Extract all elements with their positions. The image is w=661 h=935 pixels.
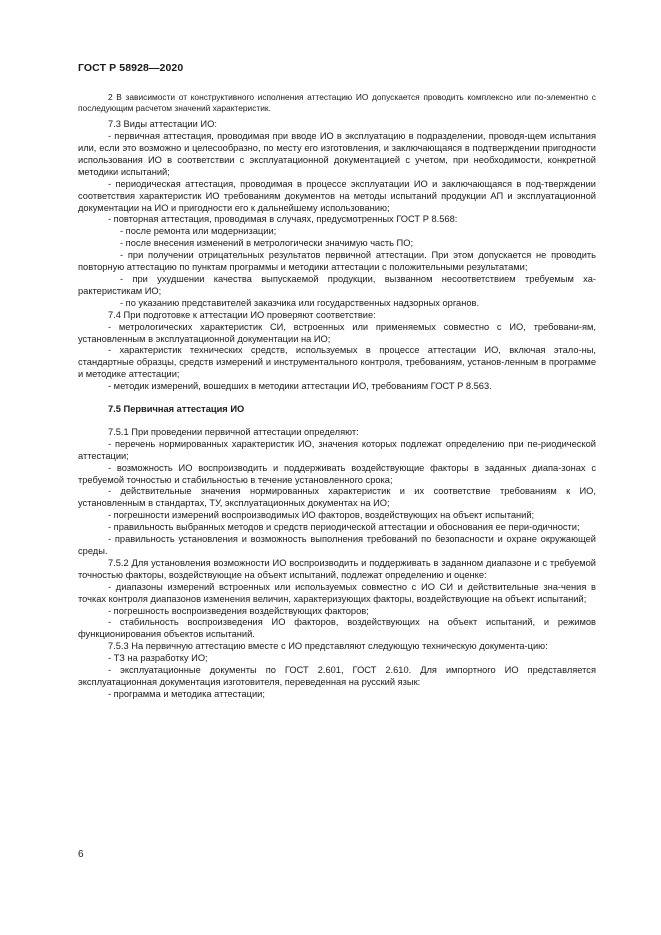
list-item: - перечень нормированных характеристик ИО, значения которых подлежат определению при пе-риодической аттестации; [78, 438, 596, 461]
list-item: - правильность установления и возможность выполнения требований по безопасности и охране окружающей среды. [78, 534, 596, 556]
section-7-4-title: 7.4 При подготовке к аттестации ИО проверяют соответствие: [108, 309, 376, 320]
sub-list-item: - по указанию представителей заказчика или государственных надзорных органов. [120, 297, 480, 308]
document-body [78, 92, 596, 701]
list-item: - погрешности измерений воспроизводимых ИО факторов, воздействующих на объект испытаний; [108, 510, 535, 521]
list-item: - методик измерений, вошедших в методики аттестации ИО, требованиям ГОСТ Р 8.563. [108, 381, 492, 392]
section-7-3-title: 7.3 Виды аттестации ИО: [108, 119, 217, 130]
list-item: - первичная аттестация, проводимая при вводе ИО в эксплуатацию в подразделении, проводя-щем испытания или, если это возможно и целесообразно, по месту его изготовления, и заключающаяся в подтверждении пригодности использования ИО в соответствии с эксплуатационной документацией с учетом, при необходимости, конкретной методики испытаний; [78, 131, 596, 177]
document-header: ГОСТ Р 58928—2020 [78, 62, 184, 74]
list-item: - возможность ИО воспроизводить и поддерживать воздействующие факторы в заданных диапа-зонах с требуемой точностью и стабильностью в течение установленного срока; [78, 462, 596, 485]
section-7-5-heading: 7.5 Первичная аттестация ИО [108, 404, 245, 415]
list-item: - ТЗ на разработку ИО; [108, 653, 208, 664]
sub-list-item: - при получении отрицательных результатов первичной аттестации. При этом допускается не проводить повторную аттестацию по пунктам программы и методики аттестации с положительными результатами; [78, 250, 596, 273]
page-number: 6 [78, 849, 84, 860]
sub-list-item: - после ремонта или модернизации; [120, 226, 277, 237]
sub-list-item: - после внесения изменений в метрологически значимую часть ПО; [120, 238, 414, 249]
list-item: - диапазоны измерений встроенных или используемых совместно с ИО СИ и действительные зна-чения в точках контроля диапазонов изменения величин, характеризующих факторы, воздействующие на объект испытаний; [78, 581, 596, 604]
list-item: - повторная аттестация, проводимая в случаях, предусмотренных ГОСТ Р 8.568: [108, 214, 458, 225]
note-paragraph: 2 В зависимости от конструктивного исполнения аттестацию ИО допускается проводить комплексно или по-элементно с последующим расчетом значений характеристик. [78, 92, 596, 113]
section-7-5-3-paragraph: 7.5.3 На первичную аттестацию вместе с ИО представляют следующую техническую документа-цию: [108, 641, 548, 652]
section-7-5-2-paragraph: 7.5.2 Для установления возможности ИО воспроизводить и поддерживать в заданном диапазоне и с требуемой точностью факторы, воздействующие на объект испытаний, подлежат определению и оценке: [78, 557, 596, 580]
list-item: - стабильность воспроизведения ИО факторов, воздействующих на объект испытаний, и режимов функционирования объектов испытаний. [78, 617, 596, 640]
list-item: - погрешность воспроизведения воздействующих факторов; [108, 605, 369, 616]
list-item: - периодическая аттестация, проводимая в процессе эксплуатации ИО и заключающаяся в под-тверждении соответствия характеристик ИО требованиям документов на методы испытаний продукции АП и эксплуатационной документации на ИО и пригодности его к дальнейшему использованию; [78, 178, 596, 213]
list-item: - правильность выбранных методов и средств периодической аттестации и обоснования ее пери-одичности; [108, 522, 580, 533]
sub-list-item: - при ухудшении качества выпускаемой продукции, вызванном несоответствием требуемым ха-рактеристикам ИО; [78, 273, 596, 296]
list-item: - эксплуатационные документы по ГОСТ 2.601, ГОСТ 2.610. Для импортного ИО представляется эксплуатационная документация изготовителя, переведенная на русский язык: [78, 665, 596, 687]
section-7-5-1-title: 7.5.1 При проведении первичной аттестации определяют: [108, 426, 359, 437]
list-item: - метрологических характеристик СИ, встроенных или применяемых совместно с ИО, требовани-ям, установленным в эксплуатационной документации на ИО; [78, 321, 596, 344]
list-item: - характеристик технических средств, используемых в процессе аттестации ИО, включая этало-ны, стандартные образцы, средств измерений и инструментального контроля, требованиям, установ-ленным в программе и методике аттестации; [78, 345, 596, 380]
list-item: - действительные значения нормированных характеристик и их соответствие требованиям к ИО, установленным в стандартах, ТУ, эксплуатационных документах на ИО; [78, 486, 596, 509]
list-item: - программа и методика аттестации; [108, 688, 265, 699]
